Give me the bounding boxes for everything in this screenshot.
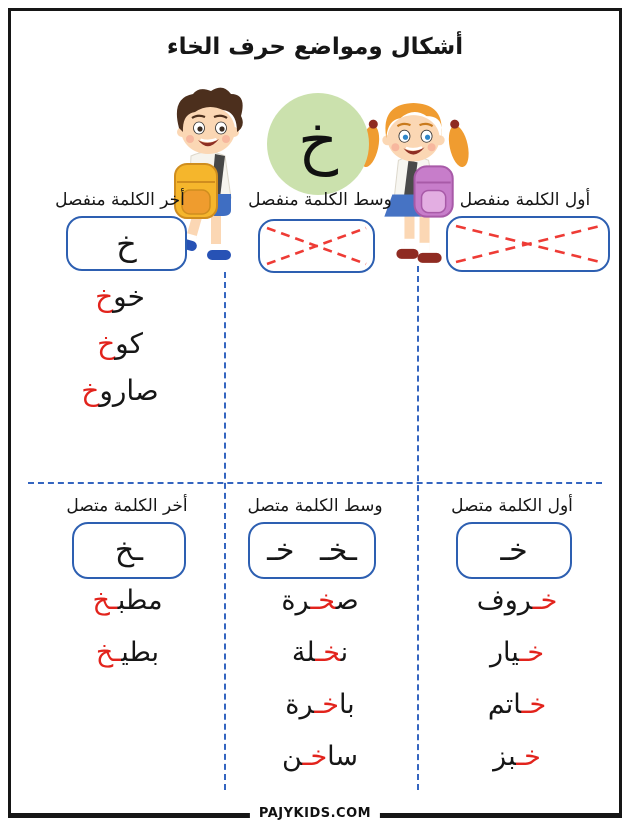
box-middle-separate (258, 219, 375, 273)
word-item: خـروف (476, 585, 558, 616)
crossed-out-icon (260, 221, 373, 271)
box-first-connected (456, 522, 572, 579)
header-first-separate: أول الكلمة منفصل (459, 190, 591, 210)
header-last-separate: أخر الكلمة منفصل (55, 190, 185, 210)
word-item: صاروخ (81, 374, 159, 407)
divider-horizontal (28, 482, 602, 484)
box-first-separate (446, 216, 610, 272)
highlighted-letter: خـ (315, 637, 341, 668)
header-first-connected: أول الكلمة متصل (451, 496, 573, 516)
glyph-isolated-form: خ (116, 224, 137, 263)
glyph-final-form: ـخ (114, 533, 144, 568)
highlighted-letter: خـ (516, 741, 541, 772)
highlighted-letter: ـخ (92, 585, 118, 616)
divider-vertical-right (417, 266, 419, 790)
highlighted-letter: خـ (314, 689, 339, 720)
highlighted-letter: خ (81, 374, 100, 407)
highlighted-letter: خـ (302, 741, 328, 772)
divider-vertical-left (224, 272, 226, 790)
box-last-connected (72, 522, 186, 579)
word-item: باخـرة (285, 689, 355, 720)
header-last-connected: أخر الكلمة متصل (66, 496, 188, 516)
word-item: كوخ (97, 327, 143, 360)
box-middle-connected (248, 522, 376, 579)
word-item: خـاتم (487, 689, 547, 720)
word-item: ساخـن (281, 741, 359, 772)
footer-website: PAJYKIDS.COM (250, 804, 380, 824)
page-title: أشكال ومواضع حرف الخاء (166, 34, 464, 60)
box-last-separate (66, 216, 187, 271)
word-item: بطيـخ (95, 637, 160, 668)
word-item: صخـرة (281, 585, 359, 616)
header-middle-separate: وسط الكلمة منفصل (248, 190, 392, 210)
crossed-out-icon (448, 218, 608, 270)
word-item: مطبـخ (92, 585, 163, 616)
word-item: خوخ (95, 280, 145, 313)
main-letter: خ (297, 104, 339, 177)
highlighted-letter: ـخ (95, 637, 122, 668)
word-item: نخـلة (291, 637, 349, 668)
letter-circle (267, 93, 369, 195)
highlighted-letter: خ (97, 327, 116, 360)
word-item: خـيار (489, 637, 545, 668)
header-middle-connected: وسط الكلمة متصل (247, 496, 383, 516)
highlighted-letter: خ (95, 280, 114, 313)
word-item: خـبز (493, 741, 541, 772)
highlighted-letter: خـ (532, 585, 558, 616)
glyph-initial-form: خـ (500, 533, 528, 568)
glyph-medial-forms: ـخـ خـ (267, 533, 357, 568)
highlighted-letter: خـ (310, 585, 336, 616)
highlighted-letter: خـ (521, 689, 547, 720)
highlighted-letter: خـ (519, 637, 545, 668)
